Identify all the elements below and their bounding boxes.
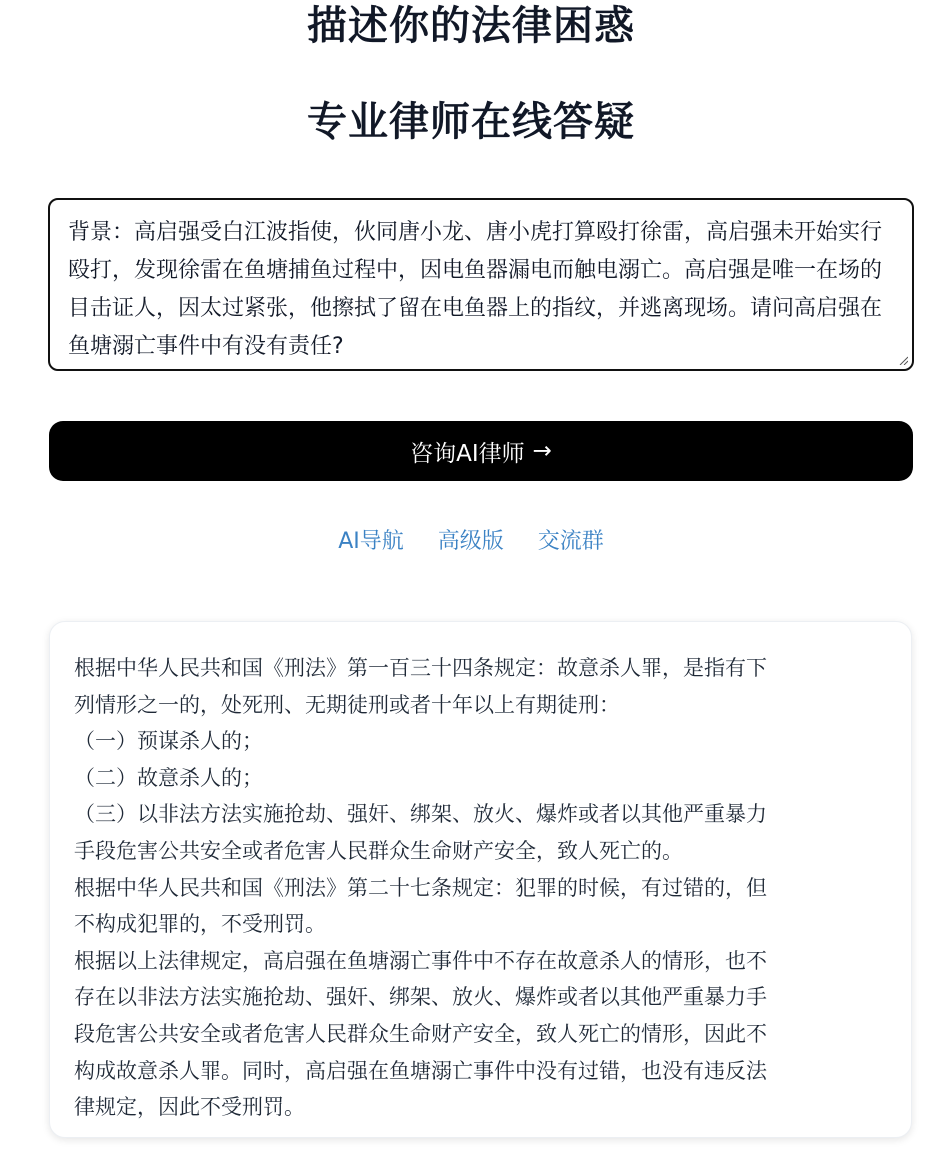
page-title: 描述你的法律困惑 [307, 3, 635, 49]
answer-line: 不构成犯罪的，不受刑罚。 [74, 912, 326, 937]
answer-line: （二）故意杀人的； [74, 765, 263, 790]
answer-line: 根据中华人民共和国《刑法》第二十七条规定：犯罪的时候，有过错的，但 [74, 875, 767, 900]
answer-line: 律规定，因此不受刑罚。 [74, 1095, 305, 1120]
link-ai-navigation[interactable]: AI导航 [338, 529, 404, 554]
answer-line: 段危害公共安全或者危害人民群众生命财产安全，致人死亡的情形，因此不 [74, 1021, 767, 1046]
answer-line: 根据中华人民共和国《刑法》第一百三十四条规定：故意杀人罪，是指有下 [74, 656, 767, 680]
question-input[interactable] [68, 214, 894, 355]
answer-line: 列情形之一的，处死刑、无期徒刑或者十年以上有期徒刑： [74, 692, 620, 717]
question-input-box[interactable] [48, 198, 914, 371]
answer-line: 手段危害公共安全或者危害人民群众生命财产安全，致人死亡的。 [74, 838, 683, 863]
answer-line: （三）以非法方法实施抢劫、强奸、绑架、放火、爆炸或者以其他严重暴力 [74, 802, 767, 827]
page-subtitle: 专业律师在线答疑 [307, 99, 635, 145]
resize-grip-icon[interactable] [898, 355, 908, 365]
ask-button-label: 咨询AI律师 [410, 440, 525, 467]
answer-line: 存在以非法方法实施抢劫、强奸、绑架、放火、爆炸或者以其他严重暴力手 [74, 985, 767, 1010]
answer-line: 构成故意杀人罪。同时，高启强在鱼塘溺亡事件中没有过错，也没有违反法 [74, 1058, 767, 1083]
answer-line: （一）预谋杀人的； [74, 729, 263, 754]
ask-ai-lawyer-button[interactable] [49, 421, 913, 481]
arrow-right-icon: → [532, 438, 552, 464]
link-community-group[interactable]: 交流群 [537, 529, 604, 554]
answer-card [49, 621, 912, 1138]
link-premium[interactable]: 高级版 [437, 529, 504, 554]
link-bar [0, 523, 942, 561]
answer-line: 根据以上法律规定，高启强在鱼塘溺亡事件中不存在故意杀人的情形，也不 [74, 948, 767, 973]
